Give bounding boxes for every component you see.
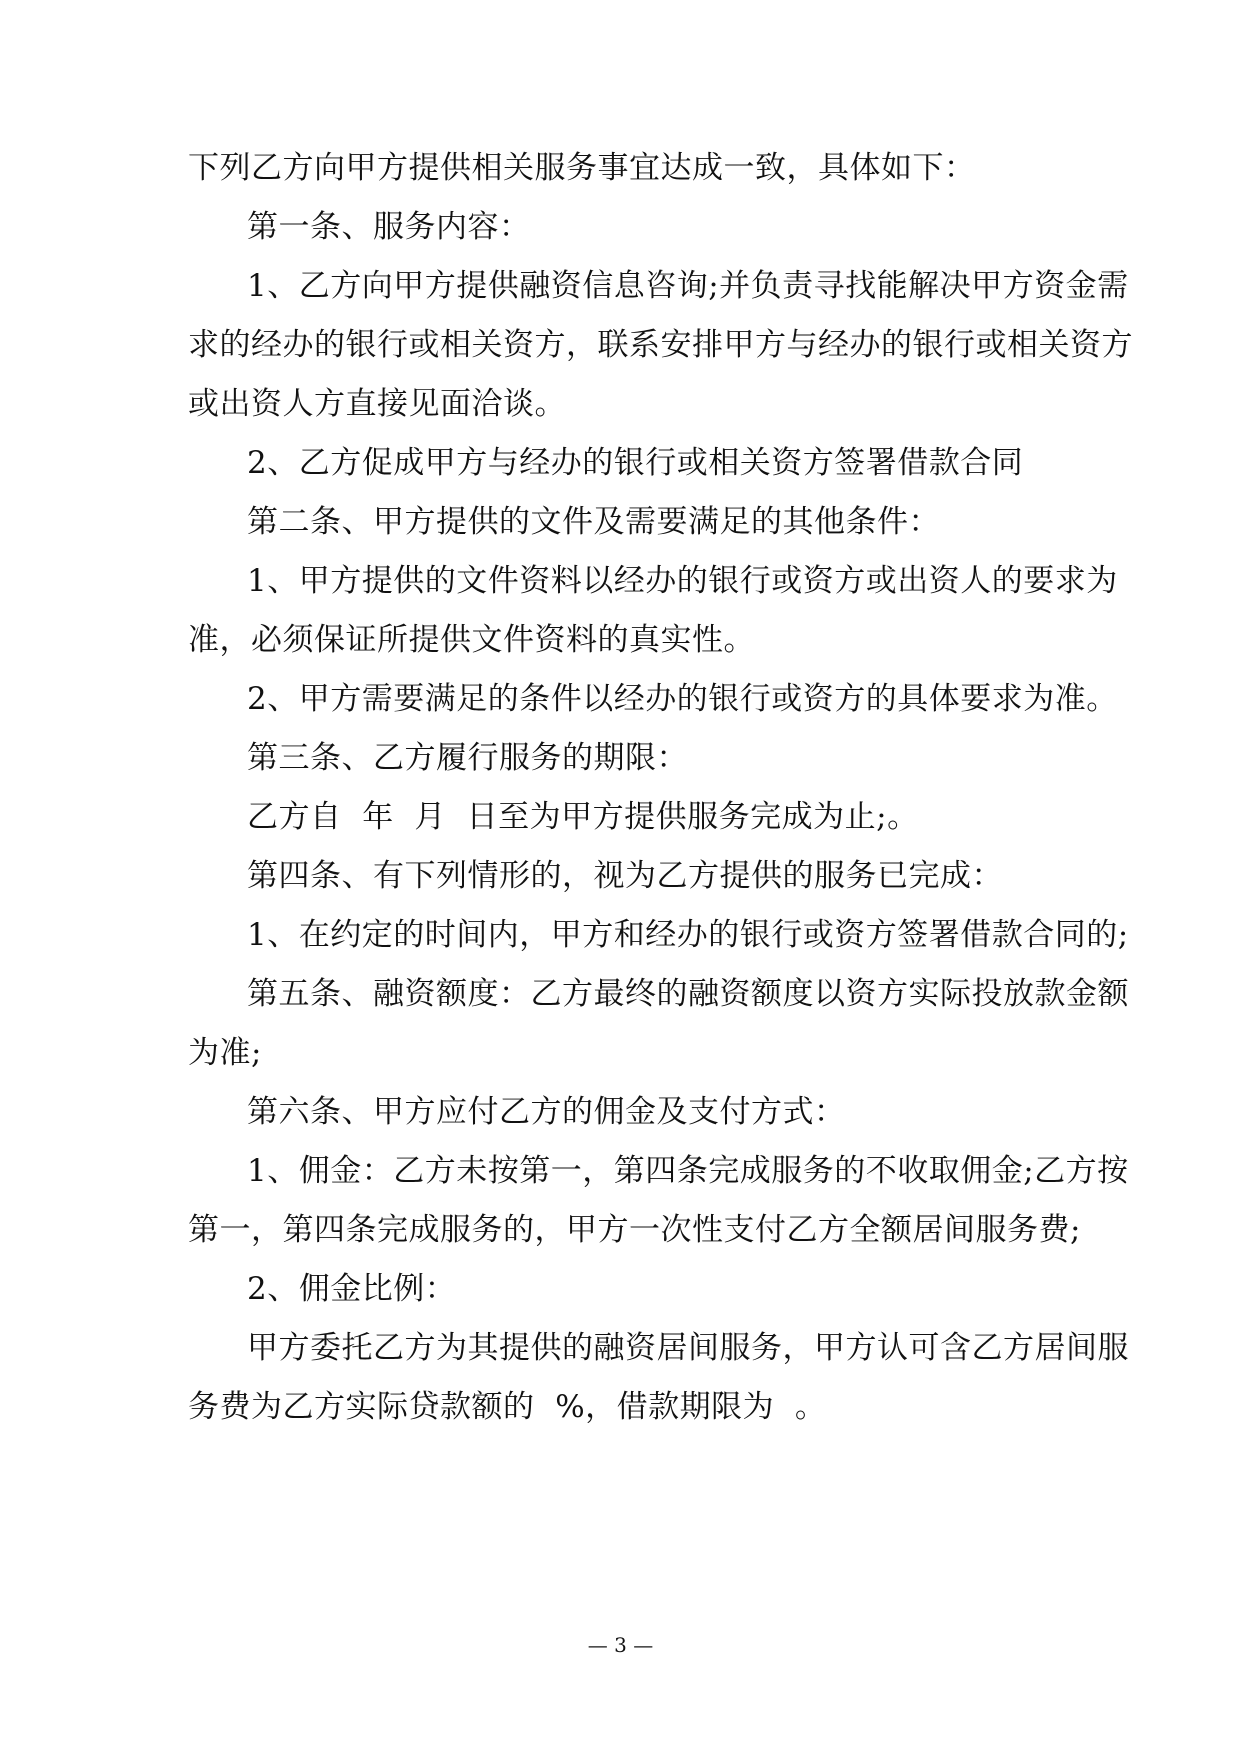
text-line: 务费为乙方实际贷款额的 %，借款期限为 。 — [188, 1389, 827, 1425]
text-line: 2、乙方促成甲方与经办的银行或相关资方签署借款合同 — [247, 445, 1024, 481]
text-line: 1、乙方向甲方提供融资信息咨询;并负责寻找能解决甲方资金需 — [247, 268, 1129, 304]
text-line: 1、甲方提供的文件资料以经办的银行或资方或出资人的要求为 — [247, 563, 1118, 599]
text-line: 第一，第四条完成服务的，甲方一次性支付乙方全额居间服务费; — [188, 1212, 1081, 1248]
text-line: 为准; — [188, 1035, 262, 1071]
text-line: 甲方委托乙方为其提供的融资居间服务，甲方认可含乙方居间服 — [247, 1330, 1129, 1366]
text-line: 1、在约定的时间内，甲方和经办的银行或资方签署借款合同的; — [247, 917, 1129, 953]
text-line: 2、甲方需要满足的条件以经办的银行或资方的具体要求为准。 — [247, 681, 1118, 717]
text-line: 1、佣金：乙方未按第一，第四条完成服务的不收取佣金;乙方按 — [247, 1153, 1129, 1189]
article-heading: 第二条、甲方提供的文件及需要满足的其他条件： — [247, 504, 940, 540]
article-heading: 第六条、甲方应付乙方的佣金及支付方式： — [247, 1094, 846, 1130]
text-line: 准，必须保证所提供文件资料的真实性。 — [188, 622, 755, 658]
text-line: 下列乙方向甲方提供相关服务事宜达成一致，具体如下： — [188, 150, 976, 186]
text-line: 或出资人方直接见面洽谈。 — [188, 386, 566, 422]
page-number: — 3 — — [587, 1633, 654, 1657]
text-line: 乙方自 年 月 日至为甲方提供服务完成为止;。 — [247, 799, 919, 835]
text-line: 求的经办的银行或相关资方，联系安排甲方与经办的银行或相关资方 — [188, 327, 1133, 363]
article-heading: 第四条、有下列情形的，视为乙方提供的服务已完成： — [247, 858, 1003, 894]
text-line: 2、佣金比例： — [247, 1271, 457, 1307]
article-heading: 第三条、乙方履行服务的期限： — [247, 740, 688, 776]
article-heading: 第五条、融资额度：乙方最终的融资额度以资方实际投放款金额 — [247, 976, 1129, 1012]
article-heading: 第一条、服务内容： — [247, 209, 531, 245]
